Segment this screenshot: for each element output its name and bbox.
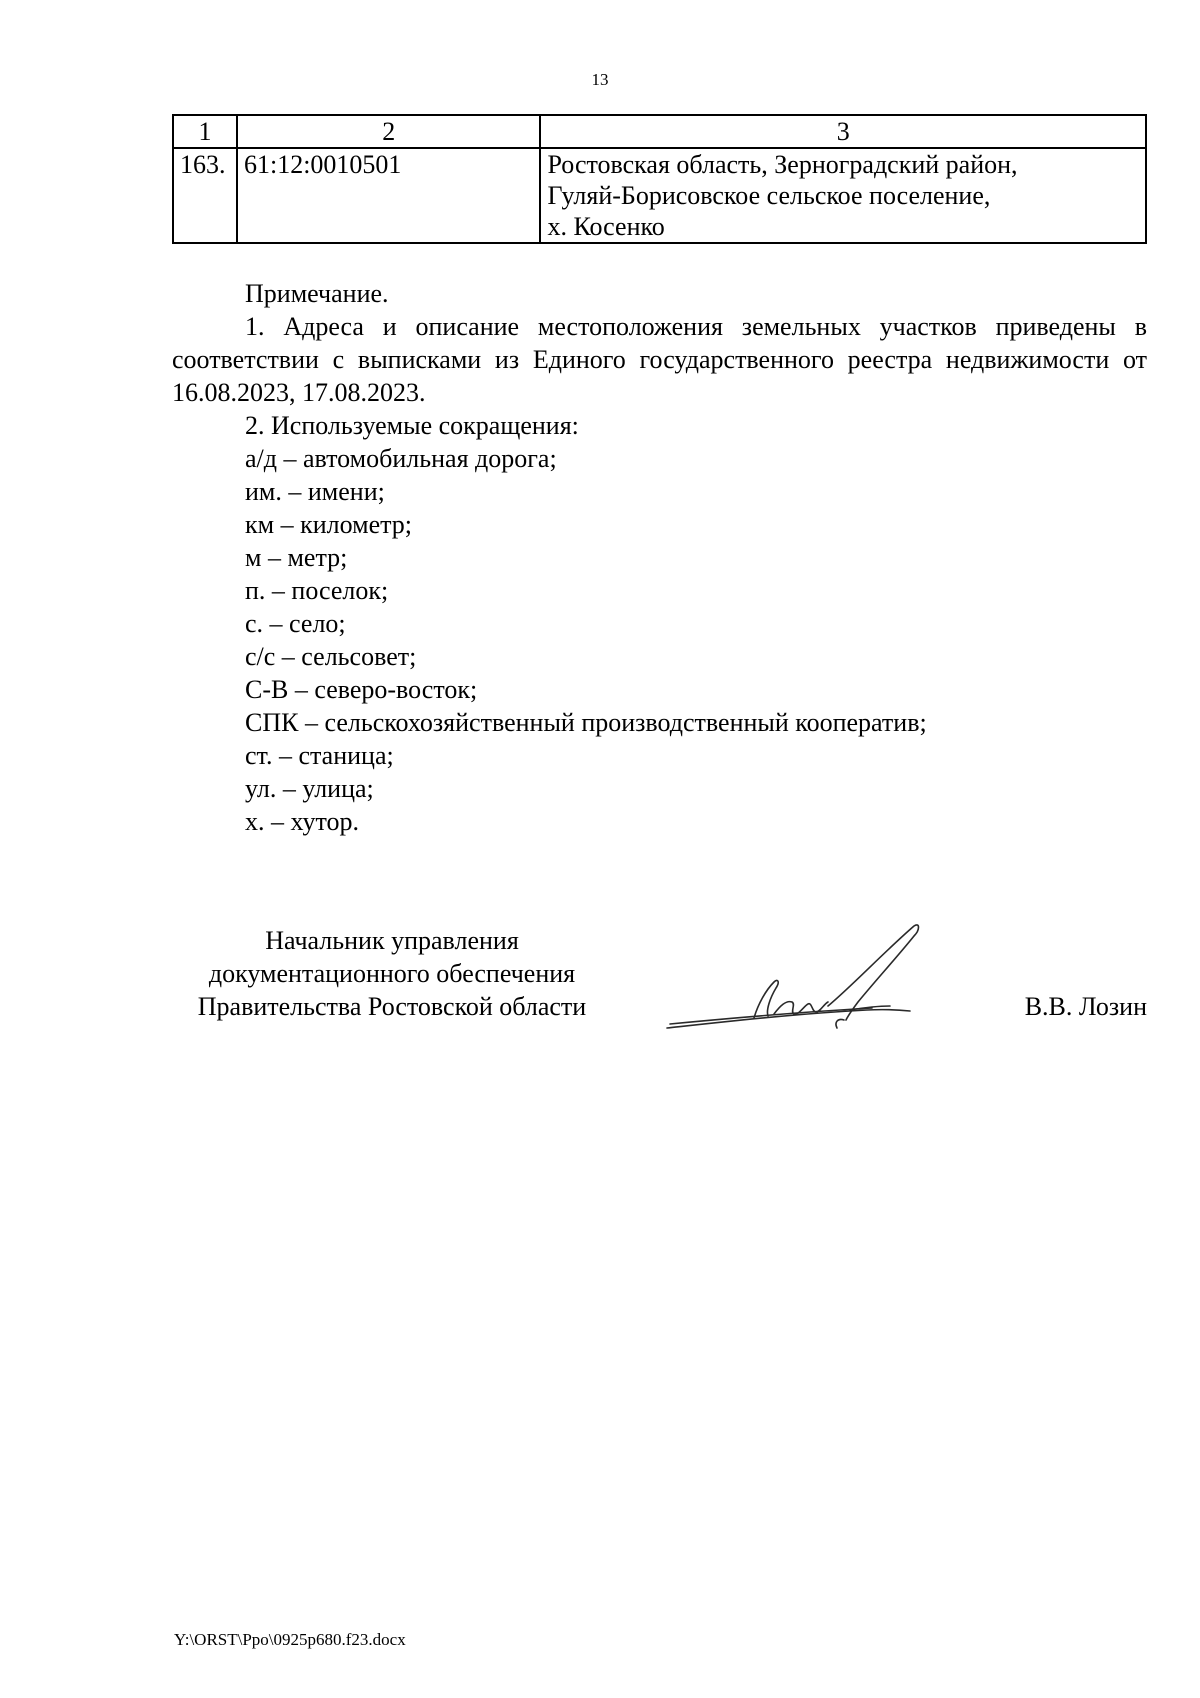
- signatory-title-line: документационного обеспечения: [208, 959, 576, 988]
- signature-block: [172, 924, 1147, 1044]
- abbreviation-item: х. – хутор.: [245, 807, 360, 836]
- abbreviations-list: [172, 442, 1147, 838]
- abbreviation-item: м – метр;: [245, 543, 348, 572]
- note-item-2: 2. Используемые сокращения:: [245, 411, 579, 440]
- column-header: 2: [237, 115, 541, 148]
- note-item-1: 1. Адреса и описание местоположения земельных участков приведены в соответствии с выписками из Единого государственного реестра недвижимости от 16.08.2023, 17.08.2023.: [172, 312, 1147, 407]
- abbreviation-item: ст. – станица;: [245, 741, 394, 770]
- cadastral-number: 61:12:0010501: [237, 148, 541, 243]
- page-number: 13: [591, 70, 609, 89]
- abbreviation-item: СПК – сельскохозяйственный производственный кооператив;: [245, 708, 927, 737]
- signatory-title-line: Правительства Ростовской области: [197, 992, 587, 1021]
- table-header-row: [173, 115, 1146, 148]
- abbreviation-item: им. – имени;: [245, 477, 385, 506]
- abbreviation-item: км – километр;: [245, 510, 413, 539]
- abbreviation-item: а/д – автомобильная дорога;: [245, 444, 557, 473]
- notes-section: [172, 277, 1147, 838]
- address-line: Ростовская область, Зерноградский район,: [547, 150, 1018, 179]
- signatory-title: [172, 924, 612, 1023]
- abbreviation-item: ул. – улица;: [245, 774, 374, 803]
- register-table: [172, 114, 1147, 244]
- address-line: х. Косенко: [547, 212, 665, 241]
- notes-heading: Примечание.: [245, 279, 389, 308]
- column-header: 1: [173, 115, 237, 148]
- abbreviation-item: с. – село;: [245, 609, 346, 638]
- abbreviation-item: С-В – северо-восток;: [245, 675, 478, 704]
- row-number: 163.: [173, 148, 237, 243]
- footer-file-path: Y:\ORST\Ppo\0925p680.f23.docx: [174, 1630, 406, 1649]
- abbreviation-item: с/с – сельсовет;: [245, 642, 417, 671]
- column-header: 3: [540, 115, 1146, 148]
- table-row: [173, 148, 1146, 243]
- signatory-name: В.В. Лозин: [1024, 992, 1147, 1021]
- address-line: Гуляй-Борисовское сельское поселение,: [547, 181, 991, 210]
- address-cell: [540, 148, 1146, 243]
- abbreviation-item: п. – поселок;: [245, 576, 389, 605]
- handwritten-signature: [662, 924, 952, 1044]
- signatory-title-line: Начальник управления: [265, 926, 519, 955]
